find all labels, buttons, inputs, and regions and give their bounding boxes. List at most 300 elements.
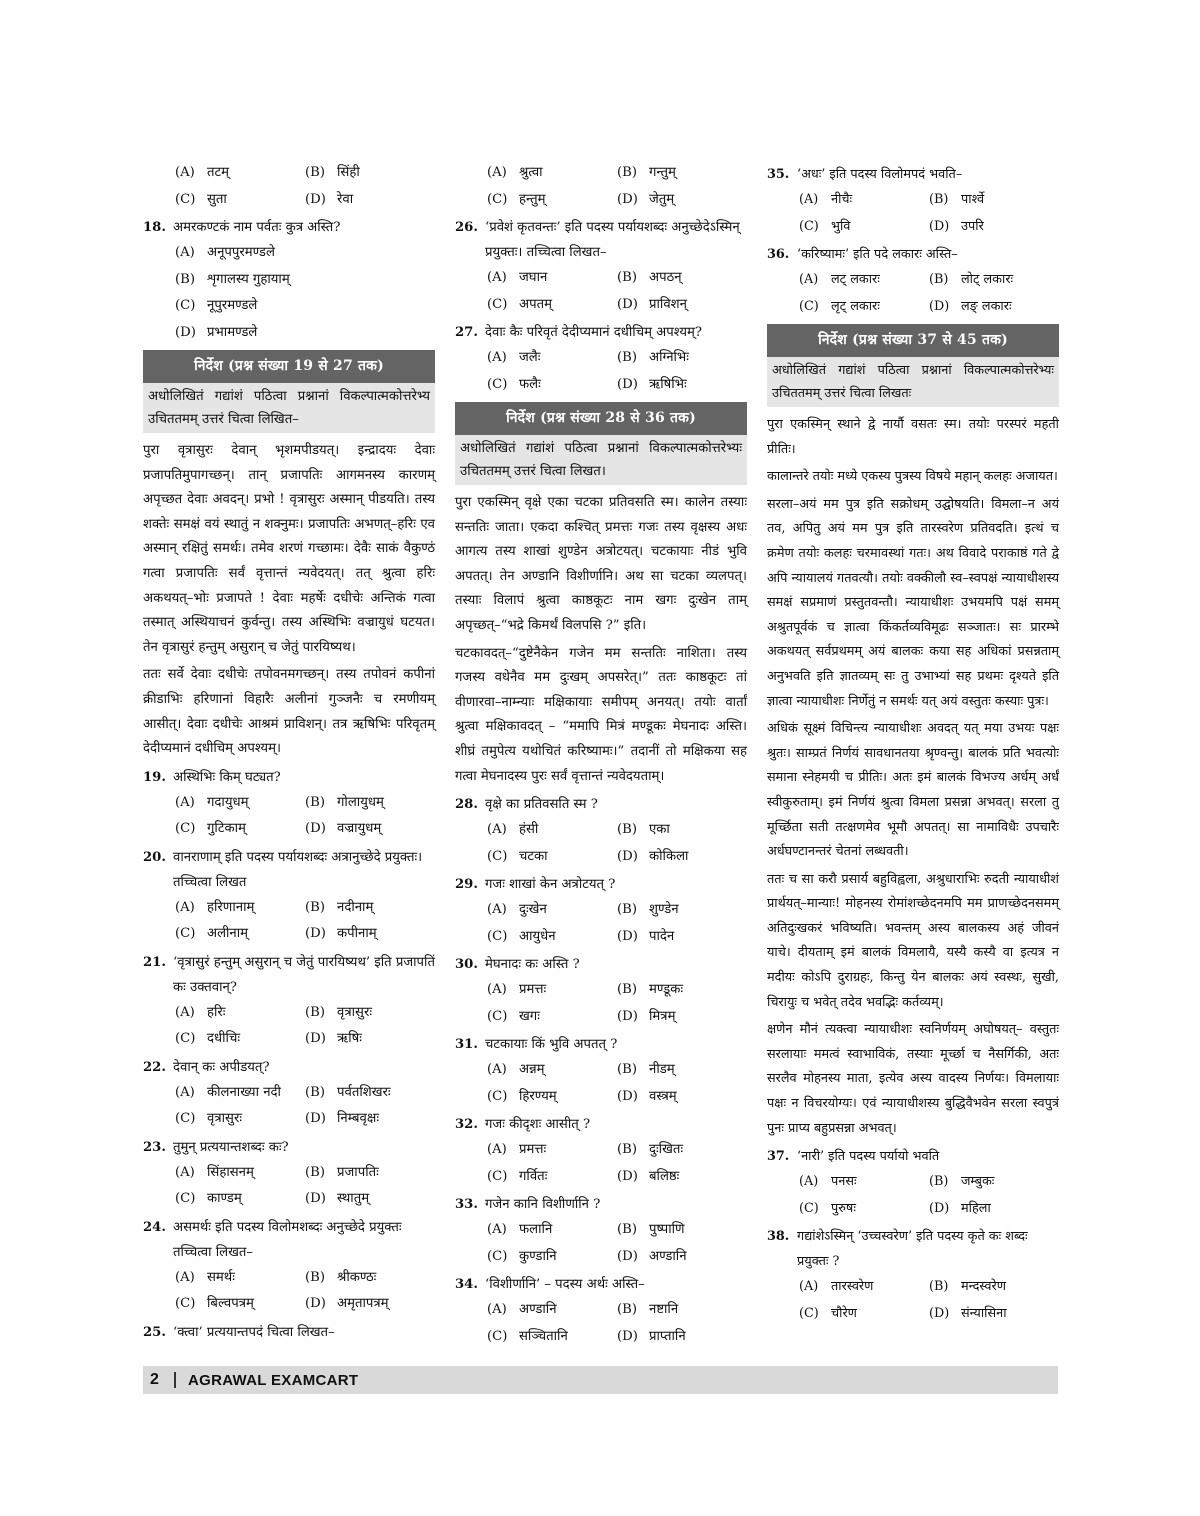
option-text: खगः — [519, 1008, 540, 1024]
option-letter: (A) — [487, 350, 507, 365]
option — [175, 293, 435, 320]
option — [617, 977, 747, 1004]
question-number: 35. — [767, 167, 790, 182]
options-row — [175, 160, 435, 187]
question-number: 22. — [143, 1059, 166, 1075]
option-text: स्थातुम् — [337, 1191, 370, 1207]
question-number: 32. — [455, 1117, 478, 1133]
option — [175, 160, 305, 187]
column-1 — [143, 160, 435, 1345]
question-text: देवान् कः अपीडयत्? — [173, 1059, 270, 1075]
option — [487, 844, 617, 871]
question — [455, 1192, 747, 1270]
options-row — [487, 844, 747, 871]
question — [767, 1144, 1059, 1222]
option-letter: (B) — [617, 1142, 637, 1158]
option-text: प्राप्तानि — [649, 1328, 686, 1344]
option-letter: (C) — [175, 191, 196, 207]
option-letter: (D) — [305, 1296, 326, 1312]
option — [487, 1244, 617, 1271]
option-text: श्रुत्वा — [519, 165, 543, 180]
option — [929, 1196, 1059, 1223]
question-text: ‘क्त्वा’ प्रत्ययान्तपदं चित्वा लिखत– — [173, 1324, 335, 1340]
passage-paragraph: पुरा एकस्मिन् वृक्षे एका चटका प्रतिवसति स्म। कालेन तस्याः सन्ततिः जाता। एकदा कश्चित् प्रमत्तः गजः तस्य वृक्षस्य अधः आगत्य तस्य शाखां शुण्डेन अत्रोटयत्। चटकायाः नीडं भुवि अपतत्। तेन अण्डानि विशीर्णानि। अथ सा चटका व्यलपत्। तस्याः विलापं श्रुत्वा काष्ठकूटः नाम खगः दुःखेन ताम् अपृच्छत्–“भद्रे किमर्थं विलपसि ?” इति। — [455, 495, 747, 633]
option — [175, 1000, 305, 1027]
options-grid — [455, 897, 747, 950]
option — [617, 817, 747, 844]
question — [455, 215, 747, 318]
option-text: मित्रम् — [649, 1008, 676, 1024]
option — [617, 1057, 747, 1084]
passage-paragraph: चटकावदत्–“दुष्टेनैकेन गजेन मम सन्ततिः नाशिता। तस्य गजस्य वधेनैव मम दुःखम् अपसरेत्।” ततः काष्ठकूटः तां वीणारवा–नाम्न्याः मक्षिकायाः समीपम् अनयत्। तयोः वार्तां श्रुत्वा मक्षिकावदत् – “ममापि मित्रं मण्डूकः मेघनादः अस्ति। शीघ्रं तमुपेत्य यथोचितं करिष्यामः।” तदानीं तो मक्षिकया सह गत्वा मेघनादस्य पुरः सर्वं वृत्तान्तं न्यवेदयताम्। — [455, 645, 747, 784]
question — [455, 1032, 747, 1110]
option — [617, 187, 747, 214]
option-letter: (D) — [617, 1088, 638, 1104]
option-letter: (C) — [175, 298, 196, 313]
option — [617, 372, 747, 399]
option-letter: (C) — [799, 1305, 819, 1321]
option-text: रेवा — [337, 191, 354, 207]
question-stem — [143, 950, 435, 1000]
option-text: दधीचिः — [207, 1031, 240, 1047]
question-number: 21. — [143, 954, 166, 970]
question-number: 28. — [455, 797, 478, 813]
option-text: नीडम् — [649, 1062, 675, 1078]
option-letter: (A) — [487, 1222, 507, 1238]
option-letter: (A) — [175, 165, 195, 180]
question — [455, 320, 747, 398]
options-row — [175, 1160, 435, 1187]
question-stem — [143, 1320, 435, 1345]
option-text: बलिष्ठः — [649, 1168, 680, 1184]
option-text: पर्वतशिखरः — [337, 1084, 391, 1100]
option-letter: (B) — [305, 1269, 325, 1285]
option-letter: (D) — [305, 1191, 326, 1207]
option-letter: (D) — [305, 191, 326, 207]
option-letter: (A) — [487, 902, 507, 918]
question — [767, 242, 1059, 320]
option-text: दुःखेन — [519, 902, 547, 918]
option — [175, 1160, 305, 1187]
option — [799, 1274, 929, 1301]
option-letter: (B) — [929, 192, 949, 207]
option-letter: (C) — [799, 298, 819, 314]
option-letter: (D) — [617, 1168, 638, 1184]
question-number: 20. — [143, 849, 166, 865]
question-text: ‘नारी’ इति पदस्य पर्यायो भवति — [797, 1149, 940, 1165]
option-text: वृत्रासुरः — [207, 1111, 242, 1127]
option — [305, 921, 435, 948]
option — [305, 1000, 435, 1027]
option-text: लङ् लकारः — [961, 298, 1012, 314]
option-letter: (D) — [617, 376, 638, 392]
question-text: ‘करिष्यामः’ इति पदे लकारः अस्ति– — [797, 247, 958, 262]
option — [487, 1324, 617, 1351]
option — [487, 292, 617, 319]
options-grid — [143, 1000, 435, 1053]
option — [617, 844, 747, 871]
options-grid — [455, 1297, 747, 1350]
question-text: गद्यांशेऽस्मिन् ‘उच्चस्वरेण’ इति पदस्य कृते कः शब्दः प्रयुक्तः ? — [797, 1229, 1028, 1270]
option-letter: (C) — [487, 1168, 508, 1184]
option-letter: (D) — [305, 1031, 326, 1047]
options-row — [175, 1265, 435, 1292]
question — [143, 215, 435, 346]
option-text: शृगालस्य गुहायाम् — [207, 271, 290, 287]
option — [305, 1106, 435, 1133]
option — [487, 187, 617, 214]
options-row — [175, 1106, 435, 1133]
passage-paragraph: सरला–अयं मम पुत्र इति सक्रोधम् उद्घोषयति। विमला–न अयं तव, अपितु अयं मम पुत्र इति तारस्वरेण प्रतिवदति। इत्थं च क्रमेण तयोः कलहः चरमावस्थां गतः। अथ विवादे पराकाष्ठं गते द्वे अपि न्यायालयं गतवत्यौ। तयोः वक्कीलौ स्व–स्वपक्षं न्यायाधीशस्य समक्षं सप्रमाणं प्रस्तुतवन्तौ। न्यायाधीशः उभयमपि पक्षं समम् अश्रुतपूर्वकं च ज्ञात्वा किंकर्तव्यविमूढः सञ्जातः। सः प्रारम्भे अकथयत् सर्वप्रथमम् अयं बालकः कया सह अधिकां प्रसन्नताम् अनुभवति इति ज्ञातव्यम् सः तु उभाभ्यां सह प्रथमः दृश्यते इति ज्ञात्वा न्यायाधीशः निर्णेतुं न समर्थः यत् अयं वस्तुतः कस्याः पुत्रः। — [767, 496, 1059, 709]
option — [799, 294, 929, 321]
options-row — [487, 1084, 747, 1111]
option — [175, 267, 435, 294]
option — [305, 187, 435, 214]
question-number: 34. — [455, 1277, 478, 1293]
option-text: चटका — [519, 848, 548, 864]
option-text: अण्डानि — [649, 1248, 687, 1264]
option-letter: (A) — [799, 192, 819, 207]
question-number: 30. — [455, 957, 478, 973]
option-letter: (B) — [617, 1302, 637, 1318]
option-text: नष्टानि — [649, 1302, 679, 1318]
option-text: आयुधेन — [519, 928, 556, 944]
option — [305, 160, 435, 187]
option-letter: (D) — [617, 1248, 638, 1264]
option — [617, 1164, 747, 1191]
options-row — [487, 1324, 747, 1351]
options-row — [487, 187, 747, 214]
option-text: महिला — [961, 1200, 991, 1216]
question-stem — [767, 242, 1059, 267]
option — [487, 924, 617, 951]
option — [617, 897, 747, 924]
option-letter: (D) — [617, 848, 638, 864]
question-stem — [767, 162, 1059, 187]
option-text: तारस्वरेण — [831, 1279, 874, 1295]
option-text: अपठन् — [649, 270, 682, 285]
option — [617, 292, 747, 319]
footer-divider — [174, 1372, 176, 1388]
option-letter: (C) — [175, 926, 196, 942]
option-text: फलैः — [519, 376, 541, 392]
option-letter: (B) — [929, 272, 949, 287]
option-text: लोट् लकारः — [961, 272, 1014, 287]
option-text: वस्त्रम् — [649, 1088, 677, 1104]
option-text: सिंहासनम् — [207, 1164, 254, 1180]
question-text: तुमुन् प्रत्ययान्तशब्दः कः? — [173, 1139, 289, 1155]
option-letter: (A) — [175, 1164, 195, 1180]
question-text: गजेन कानि विशीर्णानि ? — [485, 1197, 601, 1213]
option-text: ऋषिः — [337, 1031, 362, 1047]
page-footer — [143, 1366, 1058, 1394]
question — [143, 1055, 435, 1133]
options-grid — [455, 1057, 747, 1110]
question-stem — [455, 320, 747, 345]
question — [767, 1224, 1059, 1327]
question — [767, 162, 1059, 240]
option-text: गन्तुम् — [649, 165, 676, 180]
option-letter: (C) — [487, 928, 508, 944]
question-stem — [143, 1135, 435, 1160]
option-letter: (B) — [305, 899, 325, 915]
options-grid — [455, 1217, 747, 1270]
option — [799, 1301, 929, 1328]
direction-heading: निर्देश (प्रश्न संख्या 28 से 36 तक) — [455, 402, 747, 435]
options-row — [175, 816, 435, 843]
option-text: कीलनाख्या नदी — [207, 1084, 281, 1100]
option-text: हरिः — [207, 1004, 226, 1020]
option-letter: (B) — [617, 822, 637, 838]
option-letter: (B) — [929, 1279, 949, 1295]
options-row — [799, 1274, 1059, 1301]
question-number: 25. — [143, 1324, 166, 1340]
question-number: 18. — [143, 220, 166, 235]
question-number: 19. — [143, 769, 166, 785]
option-letter: (B) — [617, 165, 637, 180]
question-stem — [143, 845, 435, 895]
question-stem — [455, 215, 747, 265]
question-stem — [455, 1032, 747, 1057]
option-letter: (B) — [305, 165, 325, 180]
options-grid — [455, 160, 747, 213]
option-letter: (B) — [929, 1174, 949, 1190]
option-letter: (D) — [175, 324, 196, 340]
option-letter: (D) — [929, 298, 950, 314]
option — [617, 345, 747, 372]
column-3 — [767, 160, 1059, 1327]
passage — [767, 413, 1059, 1141]
option — [175, 1106, 305, 1133]
option — [929, 187, 1059, 214]
option — [175, 1291, 305, 1318]
options-grid — [767, 1274, 1059, 1327]
question-number: 33. — [455, 1197, 478, 1213]
option — [175, 320, 435, 347]
options-row — [487, 1244, 747, 1271]
option-text: जम्बुकः — [961, 1174, 995, 1190]
options-grid — [455, 977, 747, 1030]
option-text: उपरि — [961, 218, 984, 234]
option — [487, 160, 617, 187]
passage-paragraph: अधिकं सूक्ष्मं विचिन्त्य न्यायाधीशः अवदत् यत् मया उभयः पक्षः श्रुतः। साम्प्रतं निर्णयं सावधानतया श्रृण्वन्तु। बालकं प्रति भवत्योः समाना स्नेहमयी च प्रीतिः। अतः इमं बालकं विभज्य अर्धम् अर्धं स्वीकुरुताम्। इमं निर्णयं श्रुत्वा विमला प्रसन्ना अभवत्। सरला तु मूर्च्छिता सती तत्क्षणमेव भूमौ अपतत्। सा नामाविधैः उपचारैः अर्धघण्टानन्तरं चेतनां लब्धवती। — [767, 721, 1059, 860]
option-text: अण्डानि — [519, 1302, 557, 1318]
question-text: देवाः कैः परिवृतं देदीप्यमानं दधीचिम् अपश्यम्? — [485, 325, 702, 340]
question-stem — [455, 872, 747, 897]
option-letter: (B) — [617, 350, 637, 365]
option-letter: (B) — [617, 1222, 637, 1238]
option-text: अपतम् — [519, 296, 552, 312]
option-text: प्राविशन् — [649, 296, 687, 312]
option-text: मन्दस्वरेण — [961, 1279, 1006, 1295]
options-row — [175, 187, 435, 214]
question-number: 27. — [455, 325, 478, 340]
option-text: नदीनाम् — [337, 899, 374, 915]
options-row — [487, 977, 747, 1004]
option — [487, 1137, 617, 1164]
question-number: 26. — [455, 220, 478, 235]
question-number: 31. — [455, 1037, 478, 1053]
options-row — [487, 1004, 747, 1031]
options-row — [487, 897, 747, 924]
option — [175, 921, 305, 948]
option-text: मण्डूकः — [649, 982, 683, 998]
question-number: 23. — [143, 1139, 166, 1155]
option — [617, 1004, 747, 1031]
option — [487, 1084, 617, 1111]
options-row — [799, 294, 1059, 321]
option — [305, 816, 435, 843]
option-text: पुष्पाणि — [649, 1222, 685, 1238]
option-letter: (A) — [487, 165, 507, 180]
option-text: गदायुधम् — [207, 794, 249, 810]
option — [175, 895, 305, 922]
option — [799, 214, 929, 241]
option-letter: (A) — [487, 1062, 507, 1078]
direction-text: अधोलिखितं गद्यांशं पठित्वा प्रश्नानां विकल्पात्मकोत्तरेभ्य उचिततमम् उत्तरं चित्वा लिखित– — [143, 383, 435, 433]
option-letter: (D) — [305, 1111, 326, 1127]
options-grid — [767, 267, 1059, 320]
question-text: अस्थिभिः किम् घट्यत? — [173, 769, 281, 785]
option-text: समर्थः — [207, 1269, 235, 1285]
question-stem — [455, 952, 747, 977]
question — [455, 952, 747, 1030]
option — [617, 1244, 747, 1271]
option — [929, 1169, 1059, 1196]
options-row — [175, 1291, 435, 1318]
options-row — [175, 895, 435, 922]
option — [305, 1291, 435, 1318]
option-text: हिरण्यम् — [519, 1088, 557, 1104]
options-grid — [143, 1265, 435, 1318]
question-text: ‘प्रवेशं कृतवन्तः’ इति पदस्य पर्यायशब्दः अनुच्छेदेऽस्मिन् प्रयुक्तः। तच्चित्वा लिखत– — [485, 220, 740, 260]
option-text: अग्निभिः — [649, 350, 689, 365]
option — [617, 924, 747, 951]
option — [929, 214, 1059, 241]
option-text: श्रीकण्ठः — [337, 1269, 377, 1285]
option — [175, 1026, 305, 1053]
option — [487, 817, 617, 844]
passage-paragraph: क्षणेन मौनं त्यक्त्वा न्यायाधीशः स्वनिर्णयम् अघोषयत्– वस्तुतः सरलायाः ममत्वं स्वाभाविकं, तस्याः मूर्च्छा च नैसर्गिकी, अतः सरलैव मोहनस्य माता, इत्येव अस्य वादस्य निर्णयः। विमलायाः पक्षः न विचरयोग्यः। एवं न्यायाधीशस्य बुद्धिवैभवेन सरला स्वपुत्रं पुनः प्राप्य बहुप्रसन्ना अभवत्। — [767, 1022, 1059, 1136]
question-stem — [455, 1112, 747, 1137]
options-grid — [143, 1160, 435, 1213]
option-text: पार्श्वे — [961, 192, 985, 207]
option-letter: (C) — [487, 1008, 508, 1024]
options-grid — [143, 790, 435, 843]
option-text: वृत्रासुरः — [337, 1004, 372, 1020]
option — [617, 1217, 747, 1244]
question-stem — [767, 1224, 1059, 1274]
question — [143, 765, 435, 843]
option — [617, 265, 747, 292]
passage-paragraph: पुरा एकस्मिन् स्थाने द्वे नार्यौ वसतः स्म। तयोः परस्परं महती प्रीतिः। — [767, 417, 1059, 457]
options-row — [487, 1164, 747, 1191]
option-letter: (B) — [305, 1004, 325, 1020]
option-letter: (A) — [175, 899, 195, 915]
option-text: सुता — [207, 191, 227, 207]
option-letter: (C) — [175, 1031, 196, 1047]
option — [487, 977, 617, 1004]
question — [143, 1135, 435, 1213]
question-stem — [455, 1272, 747, 1297]
option — [305, 895, 435, 922]
option-letter: (A) — [175, 794, 195, 810]
option-text: लृट् लकारः — [831, 298, 880, 314]
option — [487, 1164, 617, 1191]
question — [143, 1215, 435, 1318]
option — [305, 1265, 435, 1292]
option — [929, 1274, 1059, 1301]
option-letter: (A) — [799, 272, 819, 287]
options-grid — [455, 265, 747, 318]
option — [799, 267, 929, 294]
option-letter: (C) — [175, 1296, 196, 1312]
option — [617, 1324, 747, 1351]
options-row — [175, 790, 435, 817]
options-grid — [767, 187, 1059, 240]
question-number: 36. — [767, 247, 790, 262]
option-text: नूपुरमण्डले — [207, 298, 258, 313]
option-text: हरिणानाम् — [207, 899, 255, 915]
option — [929, 294, 1059, 321]
direction-box — [455, 402, 747, 485]
passage-paragraph: ततः च सा करौ प्रसार्य बहुविह्वला, अश्रुधाराभिः रुदती न्यायाधीशं प्रार्थयत्–मान्याः! मोहनस्य रोमांशच्छेदनमपि मम प्राणच्छेदनसमम् अतिदुःखकरं भविष्यति। भवन्तम् अस्य बालकस्य अहं जीवनं याचे। दीयताम् इमं बालकं विमलायै, यस्यै कस्यै वा इत्यत्र न मदीयः कोऽपि दुराग्रहः, किन्तु येन बालकः अयं स्वस्थः, सुखी, चिरायुः च भवेत् तदेव भवद्भिः कर्तव्यम्। — [767, 871, 1059, 1010]
option — [617, 160, 747, 187]
option-letter: (B) — [175, 271, 195, 287]
option-text: चौरेण — [831, 1305, 857, 1321]
options-row — [799, 1196, 1059, 1223]
option-letter: (D) — [305, 821, 326, 837]
question-text: अमरकण्टकं नाम पर्वतः कुत्र अस्ति? — [173, 220, 341, 235]
option-text: संन्यासिना — [961, 1305, 1007, 1321]
option-letter: (C) — [175, 1111, 196, 1127]
passage-paragraph: ततः सर्वे देवाः दधीचेः तपोवनमगच्छन्। तस्य तपोवनं कपीनां क्रीडाभिः हरिणानां विहारैः अलीनां गुञ्जनैः च रमणीयम् आसीत्। देवाः दधीचेः आश्रमं प्राविशन्। तत्र ऋषिभिः परिवृतम् देदीप्यमानं दधीचिम् अपश्यम्। — [143, 667, 435, 757]
option-text: पुरुषः — [831, 1200, 856, 1216]
option — [175, 790, 305, 817]
options-row — [487, 1137, 747, 1164]
option-text: प्रमत्तः — [519, 1142, 547, 1158]
option — [305, 790, 435, 817]
option-letter: (B) — [617, 270, 637, 285]
options-grid — [455, 817, 747, 870]
options-row — [175, 1080, 435, 1107]
option — [929, 267, 1059, 294]
option-text: अनूपपुरमण्डले — [207, 245, 275, 260]
option-letter: (C) — [487, 1248, 508, 1264]
options-grid — [143, 1080, 435, 1133]
option — [487, 1217, 617, 1244]
options-grid — [143, 895, 435, 948]
option — [175, 1265, 305, 1292]
option-text: हंसी — [519, 822, 539, 838]
options-row — [487, 1057, 747, 1084]
option-text: काण्डम् — [207, 1191, 242, 1207]
option-letter: (A) — [799, 1174, 819, 1190]
option — [305, 1186, 435, 1213]
option — [487, 372, 617, 399]
page-number: 2 — [150, 1371, 159, 1388]
option-letter: (A) — [487, 982, 507, 998]
passage — [143, 439, 435, 762]
options-row — [175, 1000, 435, 1027]
option-letter: (A) — [799, 1279, 819, 1295]
option-text: दुःखितः — [649, 1142, 684, 1158]
options-row — [799, 187, 1059, 214]
option — [175, 816, 305, 843]
options-row — [487, 924, 747, 951]
option-text: सिंही — [337, 165, 360, 180]
option — [305, 1160, 435, 1187]
